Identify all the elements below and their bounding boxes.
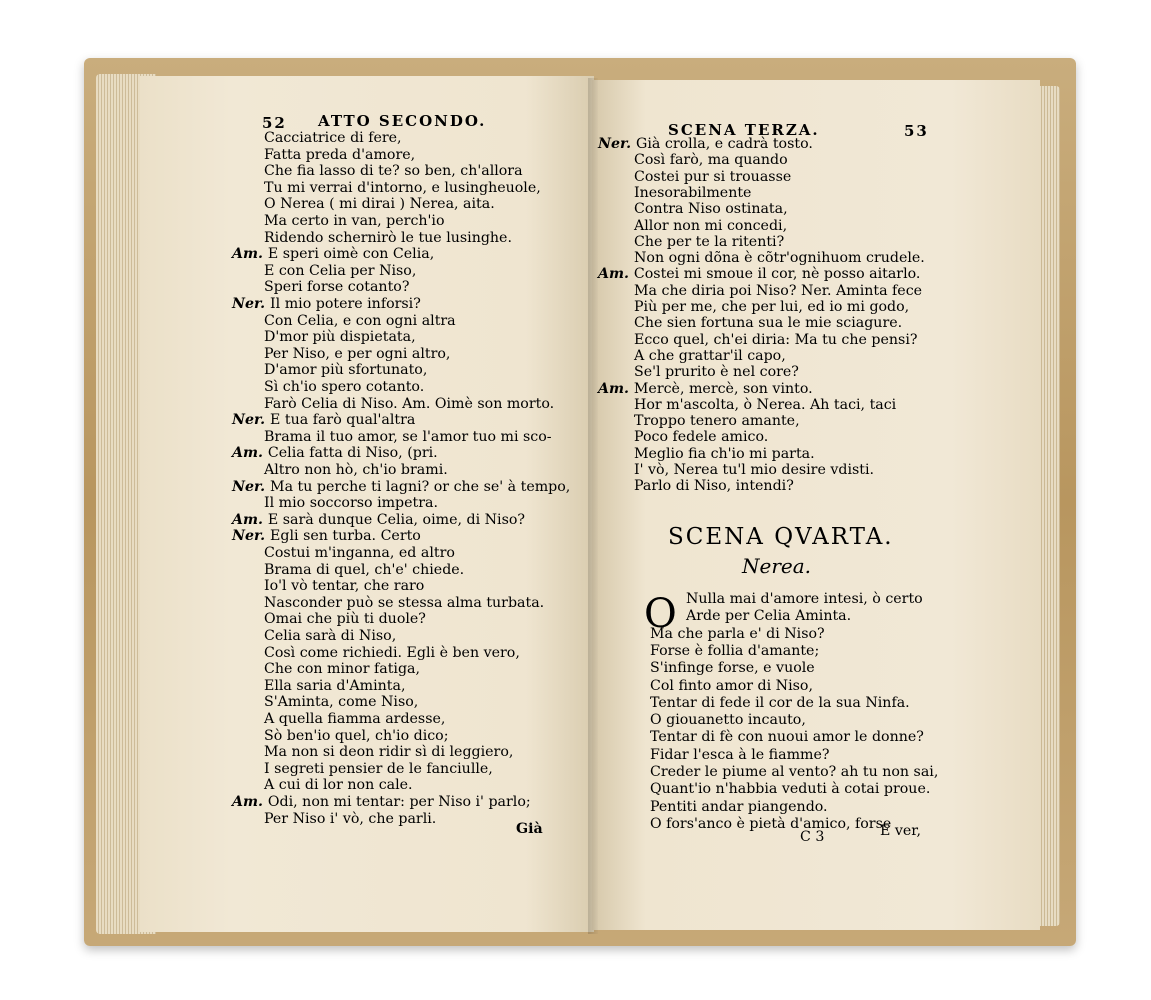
text-line bbox=[264, 280, 409, 294]
line-text: A cui di lor non cale. bbox=[264, 777, 413, 794]
line-text: E speri oimè con Celia, bbox=[267, 246, 435, 263]
line-text: Che per te la ritenti? bbox=[634, 233, 785, 250]
line-text: Celia fatta di Niso, (pri. bbox=[267, 445, 438, 462]
text-line bbox=[264, 579, 424, 593]
line-text: Per Niso i' vò, che parli. bbox=[264, 810, 437, 827]
line-text: Ridendo schernirò le tue lusinghe. bbox=[264, 229, 512, 246]
line-text: Ma tu perche ti lagni? or che se' à tempo, bbox=[270, 478, 571, 495]
text-line bbox=[232, 795, 531, 809]
line-text: Cacciatrice di fere, bbox=[264, 130, 402, 146]
line-text: Inesorabilmente bbox=[634, 184, 752, 201]
line-text: S'Aminta, come Niso, bbox=[264, 694, 419, 711]
text-line bbox=[232, 297, 421, 311]
line-text: Il mio soccorso impetra. bbox=[264, 495, 438, 512]
speaker-label: Ner. bbox=[232, 478, 271, 495]
text-line bbox=[264, 695, 418, 709]
scene-title: SCENA QVARTA. bbox=[668, 524, 894, 550]
line-text: Sì ch'io spero cotanto. bbox=[264, 379, 425, 395]
text-line: Forse è follia d'amante; bbox=[650, 642, 820, 659]
line-text: Che con minor fatiga, bbox=[264, 661, 420, 678]
text-line bbox=[264, 131, 402, 145]
line-text: Parlo di Niso, intendi? bbox=[634, 478, 794, 495]
line-text: Tu mi verrai d'intorno, e lusingheuole, bbox=[264, 179, 541, 196]
line-text: Egli sen turba. Certo bbox=[270, 528, 421, 545]
text-line: Arde per Celia Aminta. bbox=[686, 608, 852, 625]
text-line bbox=[598, 267, 920, 281]
text-line bbox=[264, 612, 426, 626]
text-line bbox=[264, 181, 541, 195]
gutter-shadow bbox=[588, 78, 598, 934]
line-text: Costei pur si trouasse bbox=[634, 168, 792, 185]
speaker-label: Ner. bbox=[232, 412, 271, 429]
right-page-number: 53 bbox=[904, 122, 929, 140]
text-line: Creder le piume al vento? ah tu non sai, bbox=[650, 764, 939, 780]
line-text: Contra Niso ostinata, bbox=[634, 201, 788, 218]
text-line bbox=[634, 447, 815, 461]
text-line bbox=[264, 778, 413, 792]
line-text: Costui m'inganna, ed altro bbox=[264, 545, 455, 561]
speaker-label: Am. bbox=[598, 380, 634, 397]
text-line bbox=[264, 264, 416, 278]
text-line bbox=[264, 662, 420, 676]
text-line bbox=[264, 430, 552, 444]
line-text: Così farò, ma quando bbox=[634, 152, 788, 169]
speaker-label: Ner. bbox=[232, 528, 271, 545]
line-text: Meglio fia ch'io mi parta. bbox=[634, 445, 815, 462]
text-line bbox=[264, 330, 416, 344]
text-line bbox=[634, 316, 902, 330]
left-catchword: Già bbox=[516, 821, 543, 837]
text-line bbox=[598, 137, 813, 151]
text-line bbox=[264, 629, 396, 643]
line-text: Ma certo in van, perch'io bbox=[264, 213, 445, 229]
line-text: Se'l prurito è nel core? bbox=[634, 364, 799, 381]
text-line bbox=[264, 164, 523, 178]
line-text: Io'l vò tentar, che raro bbox=[264, 578, 425, 595]
text-line bbox=[634, 202, 788, 216]
line-text: Altro non hò, ch'io brami. bbox=[264, 462, 448, 478]
text-line bbox=[264, 679, 405, 693]
speaker-label: Ner. bbox=[598, 136, 637, 152]
speaker-label: Am. bbox=[598, 266, 634, 283]
text-line: Tentar di fede il cor de la sua Ninfa. bbox=[650, 694, 910, 711]
speaker-label: Am. bbox=[232, 794, 268, 810]
right-catchword: E ver, bbox=[880, 823, 922, 839]
text-line bbox=[264, 496, 438, 510]
speaker-label: Ner. bbox=[232, 296, 271, 312]
line-text: I' vò, Nerea tu'l mio desire vdisti. bbox=[634, 462, 875, 478]
line-text: Ecco quel, ch'ei diria: Ma tu che pensi? bbox=[634, 331, 918, 348]
text-line bbox=[634, 153, 788, 167]
right-running-head: SCENA TERZA. bbox=[668, 121, 820, 139]
text-line bbox=[264, 380, 424, 394]
text-line bbox=[264, 745, 513, 759]
text-line bbox=[232, 513, 525, 527]
text-line: Ma che parla e' di Niso? bbox=[650, 625, 825, 642]
text-line bbox=[264, 347, 450, 361]
line-text: Così come richiedi. Egli è ben vero, bbox=[264, 644, 520, 661]
line-text: Allor non mi concedi, bbox=[634, 217, 788, 234]
line-text: E con Celia per Niso, bbox=[264, 262, 417, 279]
line-text: Più per me, che per lui, ed io mi godo, bbox=[634, 299, 910, 315]
line-text: Che fia lasso di te? so ben, ch'allora bbox=[264, 163, 523, 180]
line-text: Nasconder può se stessa alma turbata. bbox=[264, 594, 545, 611]
drop-cap: O bbox=[644, 591, 677, 637]
line-text: Già crolla, e cadrà tosto. bbox=[636, 136, 813, 152]
text-line bbox=[634, 398, 896, 412]
text-line bbox=[264, 812, 436, 826]
text-line bbox=[232, 446, 438, 460]
text-line bbox=[264, 712, 445, 726]
line-text: Farò Celia di Niso. Am. Oimè son morto. bbox=[264, 395, 555, 412]
speaker-label: Am. bbox=[232, 445, 268, 462]
text-line bbox=[264, 363, 427, 377]
text-line bbox=[232, 413, 415, 427]
line-text: A quella fiamma ardesse, bbox=[264, 711, 446, 727]
text-line bbox=[264, 231, 512, 245]
line-text: Costei mi smoue il cor, nè posso aitarlo. bbox=[633, 266, 921, 283]
text-line bbox=[264, 197, 495, 211]
text-line bbox=[634, 414, 800, 428]
line-text: D'amor più sfortunato, bbox=[264, 362, 428, 379]
line-text: E sarà dunque Celia, oime, di Niso? bbox=[267, 511, 526, 528]
line-text: Per Niso, e per ogni altro, bbox=[264, 345, 451, 362]
left-page-number: 52 bbox=[262, 114, 287, 132]
line-text: Non ogni dõna è cõtr'ognihuom crudele. bbox=[634, 250, 925, 267]
text-line: Fidar l'esca à le fiamme? bbox=[650, 746, 830, 763]
line-text: O Nerea ( mi dirai ) Nerea, aita. bbox=[264, 196, 495, 213]
text-line bbox=[634, 284, 922, 298]
text-line bbox=[232, 480, 570, 494]
text-line bbox=[264, 463, 448, 477]
text-line: O fors'anco è pietà d'amico, forse bbox=[650, 815, 892, 832]
text-line bbox=[634, 365, 799, 379]
text-line bbox=[264, 646, 520, 660]
speaker-label: Am. bbox=[232, 511, 268, 528]
text-line bbox=[634, 463, 874, 477]
text-line bbox=[264, 148, 415, 162]
line-text: E tua farò qual'altra bbox=[270, 412, 416, 429]
text-line bbox=[598, 382, 813, 396]
text-line bbox=[634, 170, 791, 184]
line-text: Odi, non mi tentar: per Niso i' parlo; bbox=[267, 794, 531, 810]
line-text: Fatta preda d'amore, bbox=[264, 146, 416, 163]
text-line bbox=[634, 479, 794, 493]
text-line bbox=[634, 219, 787, 233]
text-line: Quant'io n'habbia veduti à cotai proue. bbox=[650, 781, 931, 798]
line-text: I segreti pensier de le fanciulle, bbox=[264, 760, 493, 777]
text-line bbox=[264, 596, 544, 610]
line-text: Che sien fortuna sua le mie sciagure. bbox=[634, 315, 903, 332]
line-text: Con Celia, e con ogni altra bbox=[264, 312, 456, 329]
text-line bbox=[264, 563, 464, 577]
left-running-head: ATTO SECONDO. bbox=[318, 112, 487, 130]
text-line bbox=[634, 251, 925, 265]
text-line bbox=[634, 186, 751, 200]
line-text: Ella saria d'Aminta, bbox=[264, 677, 406, 694]
speaker-label: Am. bbox=[232, 246, 268, 263]
text-line: Tentar di fè con nuoui amor le donne? bbox=[650, 729, 924, 746]
line-text: Brama il tuo amor, se l'amor tuo mi sco- bbox=[264, 428, 552, 445]
text-line: O giouanetto incauto, bbox=[650, 712, 806, 729]
line-text: D'mor più dispietata, bbox=[264, 329, 416, 346]
line-text: Troppo tenero amante, bbox=[634, 413, 800, 430]
line-text: Il mio potere inforsi? bbox=[270, 296, 421, 312]
text-line bbox=[264, 397, 554, 411]
line-text: Ma che diria poi Niso? Ner. Aminta fece bbox=[634, 282, 923, 299]
text-line bbox=[634, 235, 784, 249]
text-line: S'infinge forse, e vuole bbox=[650, 660, 815, 677]
line-text: A che grattar'il capo, bbox=[634, 347, 786, 364]
text-line bbox=[634, 349, 786, 363]
text-line bbox=[264, 546, 455, 560]
signature-mark: C 3 bbox=[800, 829, 825, 845]
line-text: Sò ben'io quel, ch'io dico; bbox=[264, 727, 449, 744]
line-text: Speri forse cotanto? bbox=[264, 279, 410, 296]
text-line: Pentiti andar piangendo. bbox=[650, 798, 828, 815]
line-text: Omai che più ti duole? bbox=[264, 611, 426, 628]
text-line bbox=[264, 729, 449, 743]
line-text: Poco fedele amico. bbox=[634, 429, 769, 446]
line-text: Ma non si deon ridir sì di leggiero, bbox=[264, 744, 514, 761]
text-line: Col finto amor di Niso, bbox=[650, 677, 813, 694]
text-line bbox=[232, 247, 434, 261]
text-line bbox=[264, 762, 493, 776]
line-text: Celia sarà di Niso, bbox=[264, 628, 397, 644]
line-text: Mercè, mercè, son vinto. bbox=[633, 380, 813, 397]
scene-character: Nerea. bbox=[742, 554, 812, 578]
line-text: Hor m'ascolta, ò Nerea. Ah taci, taci bbox=[634, 396, 897, 413]
text-line bbox=[264, 314, 456, 328]
text-line bbox=[634, 300, 909, 314]
text-line bbox=[634, 430, 768, 444]
text-line: Nulla mai d'amore intesi, ò certo bbox=[686, 591, 923, 607]
line-text: Brama di quel, ch'e' chiede. bbox=[264, 561, 465, 578]
text-line bbox=[634, 333, 917, 347]
text-line bbox=[264, 214, 445, 228]
text-line bbox=[232, 529, 421, 543]
